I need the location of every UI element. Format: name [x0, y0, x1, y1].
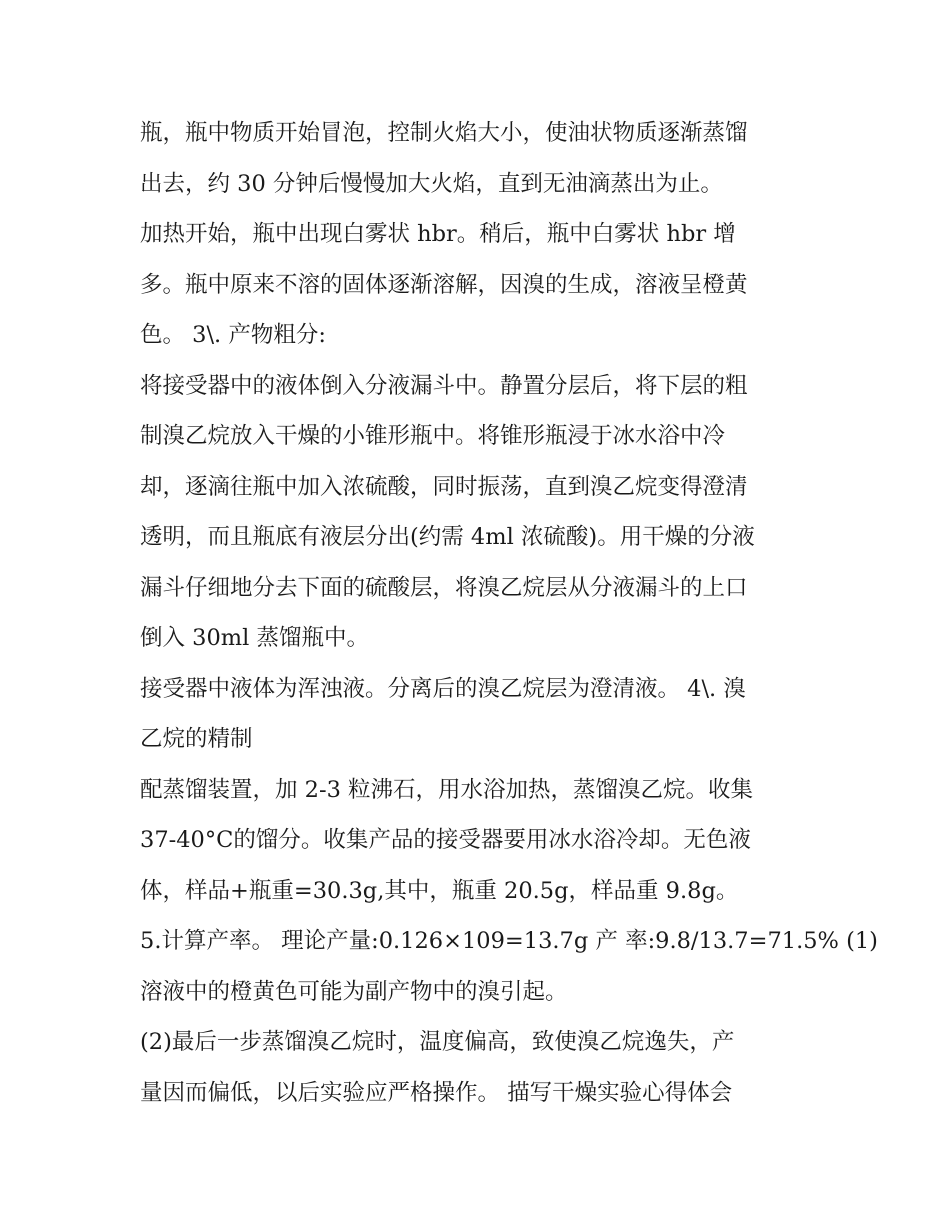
text-line: 色。 3\. 产物粗分: [140, 322, 326, 348]
text-line: 乙烷的精制 [140, 726, 253, 752]
text-line: 多。瓶中原来不溶的固体逐渐溶解，因溴的生成，溶液呈橙黄 [140, 271, 748, 298]
text-line: 体，样品+瓶重=30.3g,其中，瓶重 20.5g，样品重 9.8g。 [140, 877, 739, 904]
text-line: 漏斗仔细地分去下面的硫酸层，将溴乙烷层从分液漏斗的上口 [140, 574, 748, 601]
text-line: 接受器中液体为浑浊液。分离后的溴乙烷层为澄清液。 4\. 溴 [140, 675, 746, 702]
text-line: 配蒸馏装置，加 2-3 粒沸石，用水浴加热，蒸馏溴乙烷。收集 [140, 776, 754, 803]
text-line: 倒入 30ml 蒸馏瓶中。 [140, 625, 369, 651]
text-line: 量因而偏低，以后实验应严格操作。 描写干燥实验心得体会 [140, 1079, 733, 1106]
text-line: 出去，约 30 分钟后慢慢加大火焰，直到无油滴蒸出为止。 [140, 170, 723, 197]
text-line: 溶液中的橙黄色可能为副产物中的溴引起。 [140, 978, 568, 1005]
text-line: 瓶，瓶中物质开始冒泡，控制火焰大小，使油状物质逐渐蒸馏 [140, 120, 748, 146]
text-line: 加热开始，瓶中出现白雾状 hbr。稍后，瓶中白雾状 hbr 增 [140, 221, 736, 247]
text-line: 却，逐滴往瓶中加入浓硫酸，同时振荡，直到溴乙烷变得澄清 [140, 473, 748, 500]
text-line: (2)最后一步蒸馏溴乙烷时，温度偏高，致使溴乙烷逸失，产 [140, 1029, 735, 1055]
text-line: 制溴乙烷放入干燥的小锥形瓶中。将锥形瓶浸于冰水浴中冷 [140, 423, 726, 449]
text-line: 5.计算产率。 理论产量:0.126×109=13.7g 产 率:9.8/13.7=71.5% (1) [140, 928, 878, 954]
text-line: 透明，而且瓶底有液层分出(约需 4ml 浓硫酸)。用干燥的分液 [140, 524, 755, 550]
text-line: 将接受器中的液体倒入分液漏斗中。静置分层后，将下层的粗 [140, 372, 748, 399]
text-line: 37-40°C的馏分。收集产品的接受器要用冰水浴冷却。无色液 [140, 827, 751, 853]
document-body [140, 108, 878, 1118]
